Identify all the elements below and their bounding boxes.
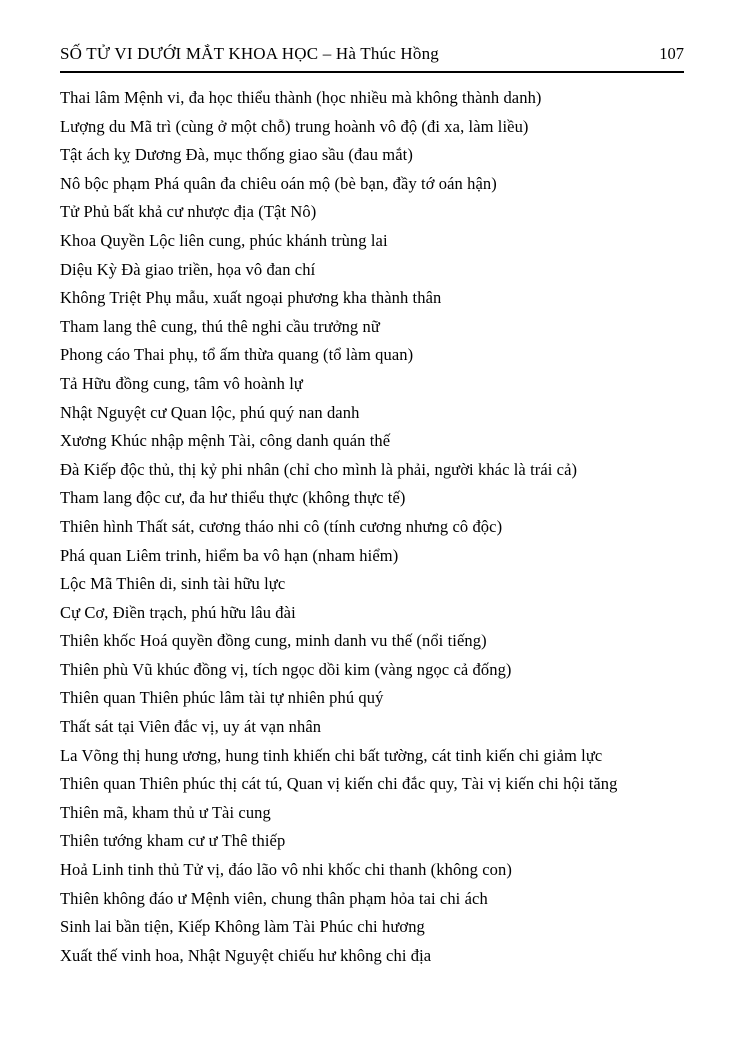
text-line: Thiên không đáo ư Mệnh viên, chung thân phạm hỏa tai chi ách (60, 888, 488, 908)
text-line: Xương Khúc nhập mệnh Tài, công danh quán thế (60, 431, 391, 451)
text-line: Sinh lai bần tiện, Kiếp Không làm Tài Phúc chi hương (60, 917, 425, 937)
page-number: 107 (659, 44, 684, 63)
text-line: Thiên khốc Hoá quyền đồng cung, minh danh vu thế (nổi tiếng) (60, 631, 487, 651)
text-line: Thất sát tại Viên đắc vị, uy át vạn nhân (60, 717, 322, 737)
header-divider (60, 71, 684, 73)
text-line: Phá quan Liêm trinh, hiểm ba vô hạn (nham hiểm) (60, 545, 399, 565)
text-line: Lộc Mã Thiên di, sinh tài hữu lực (60, 574, 286, 594)
text-line: Khoa Quyền Lộc liên cung, phúc khánh trùng lai (60, 230, 388, 250)
text-line: Diệu Kỳ Đà giao triền, họa vô đan chí (60, 259, 316, 279)
text-line: Tật ách kỵ Dương Đà, mục thống giao sầu (đau mắt) (60, 145, 413, 165)
text-line: Thiên quan Thiên phúc lâm tài tự nhiên phú quý (60, 688, 384, 708)
text-line: Tham lang thê cung, thú thê nghi cầu trưởng nữ (60, 316, 380, 336)
text-line: Đà Kiếp độc thủ, thị kỷ phi nhân (chỉ cho mình là phải, người khác là trái cả) (60, 459, 578, 479)
text-line: Thiên mã, kham thủ ư Tài cung (60, 802, 271, 822)
text-line: Tham lang độc cư, đa hư thiểu thực (không thực tế) (60, 488, 406, 508)
text-line: La Võng thị hung ương, hung tinh khiến chi bất tường, cát tinh kiến chi giảm lực (60, 745, 603, 765)
page-header (60, 44, 684, 64)
text-line: Tả Hữu đồng cung, tâm vô hoành lự (60, 373, 303, 393)
text-line: Nô bộc phạm Phá quân đa chiêu oán mộ (bè bạn, đầy tớ oán hận) (60, 173, 497, 193)
text-line: Xuất thế vinh hoa, Nhật Nguyệt chiếu hư không chi địa (60, 945, 432, 965)
text-line: Cự Cơ, Điền trạch, phú hữu lâu đài (60, 602, 296, 622)
text-line: Thiên hình Thất sát, cương tháo nhi cô (tính cương nhưng cô độc) (60, 516, 503, 536)
text-line: Phong cáo Thai phụ, tổ ấm thừa quang (tổ làm quan) (60, 345, 414, 365)
text-line: Lượng du Mã trì (cùng ở một chỗ) trung hoành vô độ (đi xa, làm liều) (60, 116, 529, 136)
text-line: Không Triệt Phụ mẫu, xuất ngoại phương kha thành thân (60, 288, 442, 308)
text-line: Hoả Linh tinh thủ Tử vị, đáo lão vô nhi khốc chi thanh (không con) (60, 860, 512, 880)
text-line: Thiên phù Vũ khúc đồng vị, tích ngọc dồi kim (vàng ngọc cả đống) (60, 659, 512, 679)
text-line: Nhật Nguyệt cư Quan lộc, phú quý nan danh (60, 402, 360, 422)
text-line: Thiên quan Thiên phúc thị cát tú, Quan vị kiến chi đắc quy, Tài vị kiến chi hội tăng (60, 774, 618, 794)
running-title: SỐ TỬ VI DƯỚI MẮT KHOA HỌC – Hà Thúc Hồng (60, 44, 439, 63)
text-line: Thai lâm Mệnh vi, đa học thiểu thành (học nhiều mà không thành danh) (60, 88, 542, 107)
text-line: Tử Phủ bất khả cư nhược địa (Tật Nô) (60, 202, 317, 222)
text-body (60, 84, 684, 970)
text-line: Thiên tướng kham cư ư Thê thiếp (60, 831, 286, 851)
